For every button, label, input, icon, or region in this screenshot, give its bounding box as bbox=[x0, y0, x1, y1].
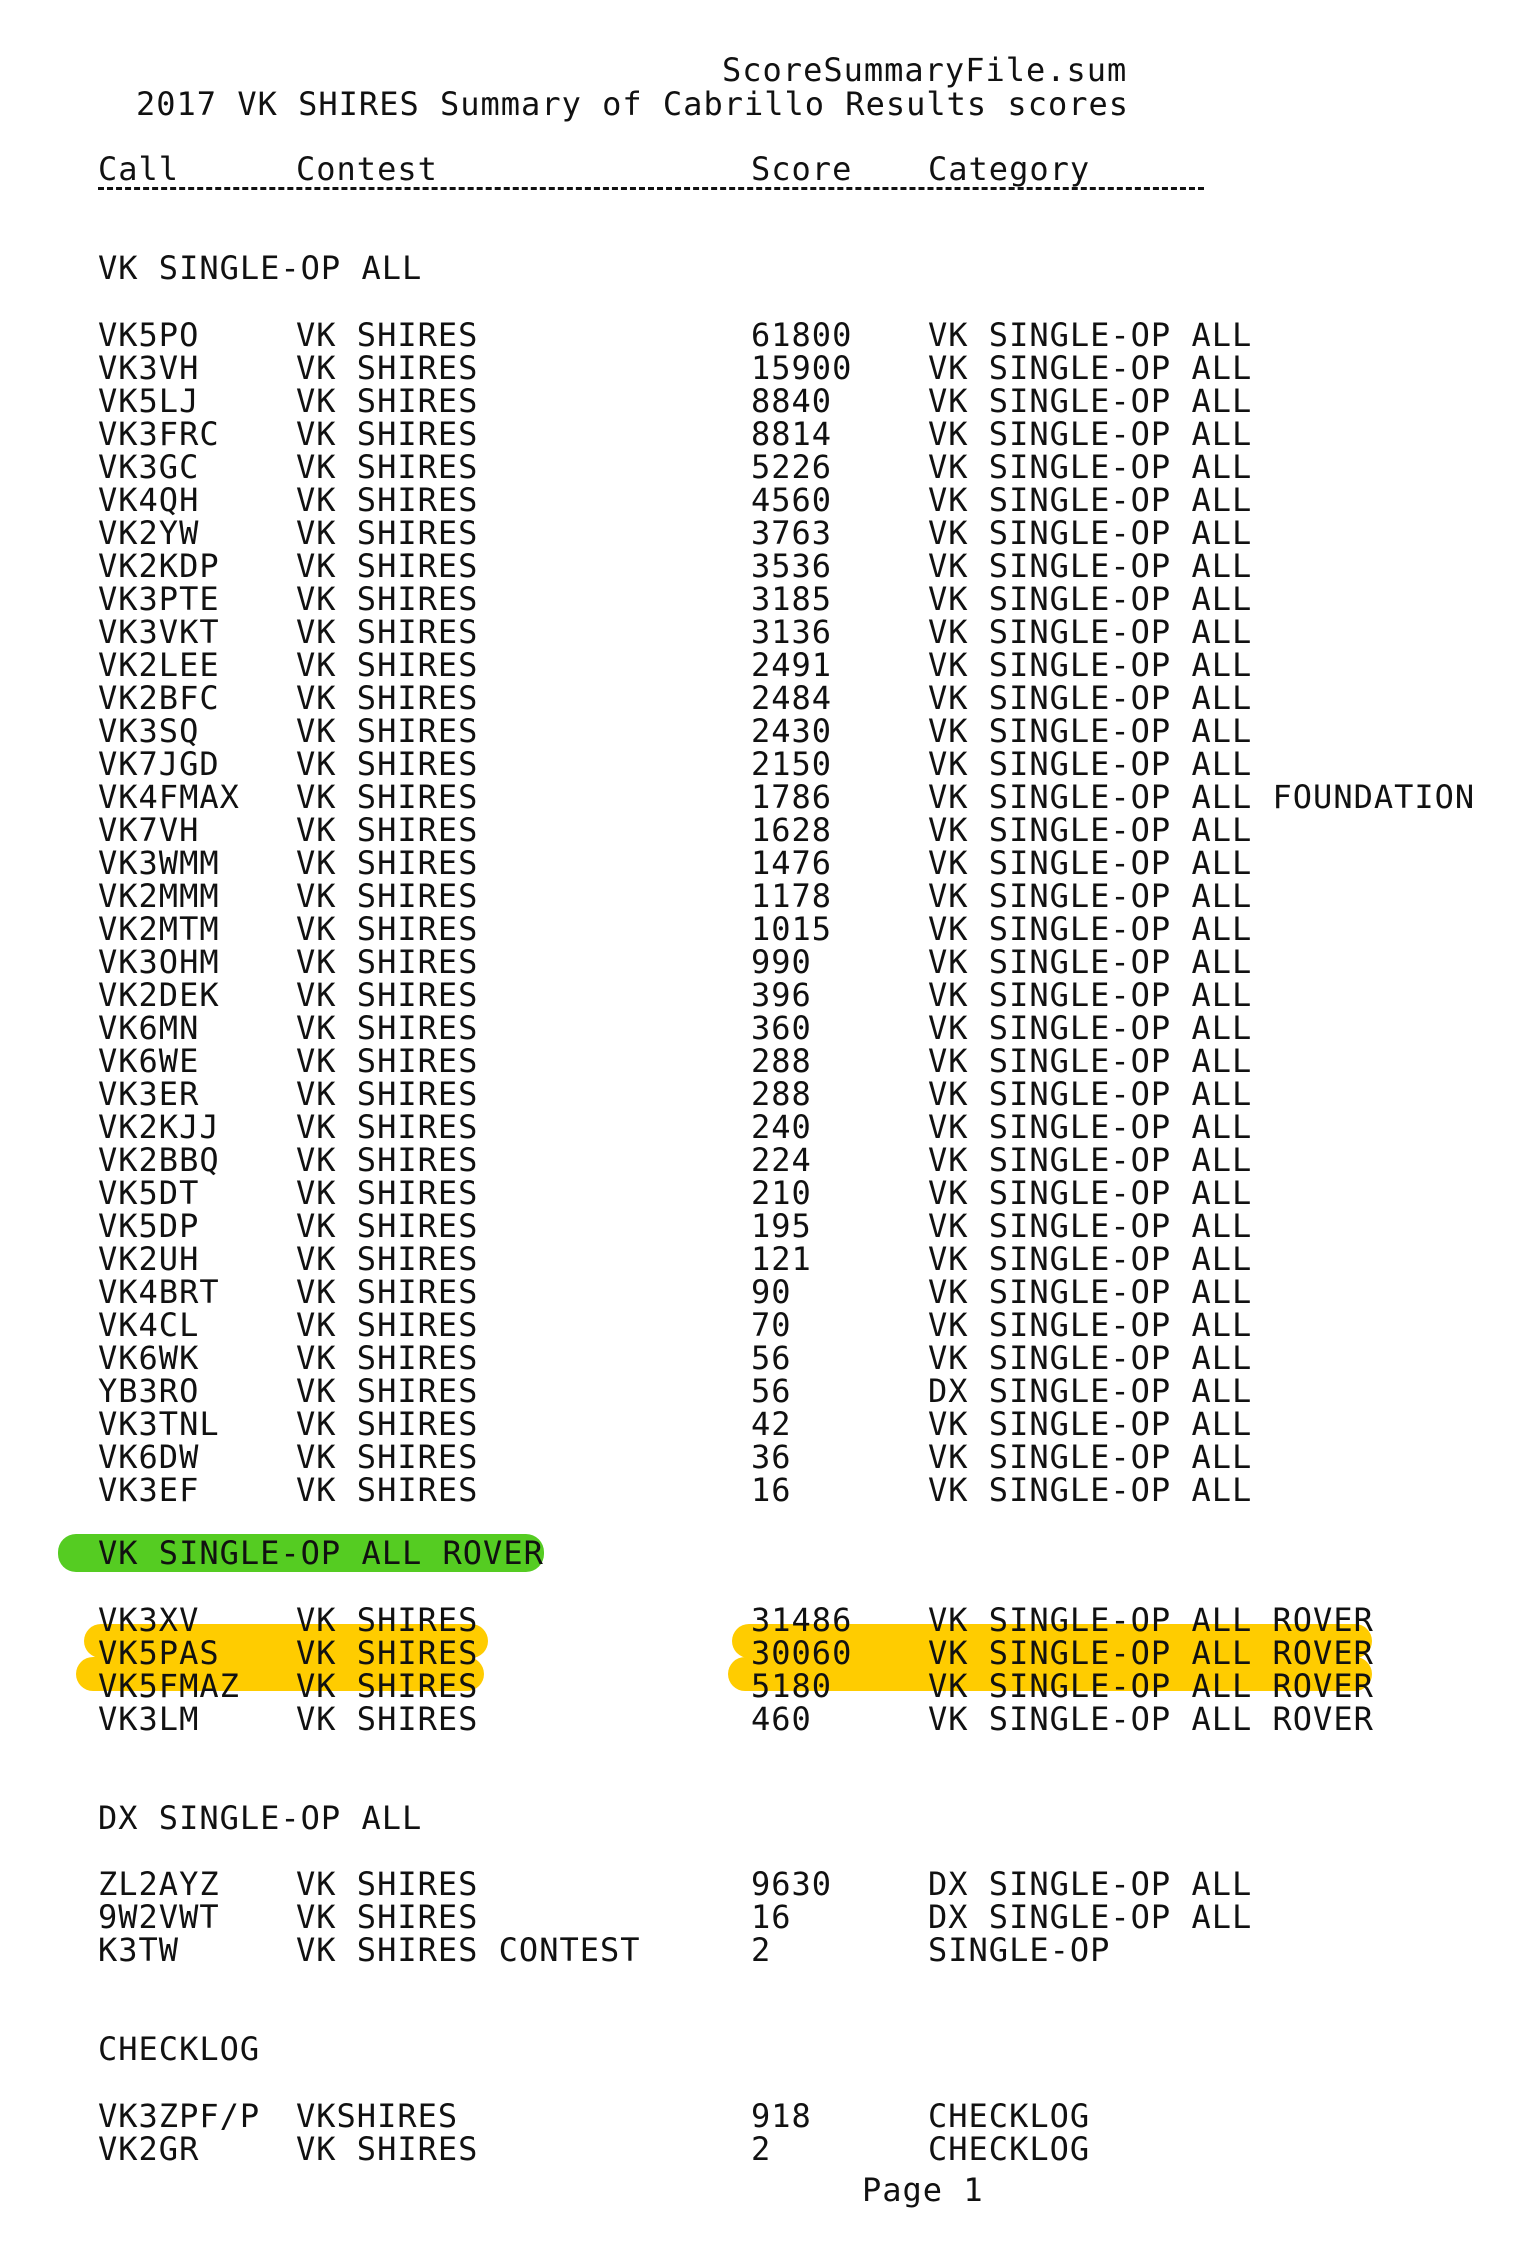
category-value: VK SINGLE-OP ALL bbox=[928, 514, 1253, 552]
contest-name: VK SHIRES bbox=[296, 1471, 479, 1509]
call-sign: VK5DT bbox=[98, 1174, 200, 1212]
call-sign: VK5PO bbox=[98, 316, 200, 354]
category-value: VK SINGLE-OP ALL bbox=[928, 1438, 1253, 1476]
score-value: 2 bbox=[751, 1931, 772, 1969]
call-sign: VK2UH bbox=[98, 1240, 200, 1278]
call-sign: VK5PAS bbox=[98, 1634, 220, 1672]
call-sign: VK3WMM bbox=[98, 844, 220, 882]
score-value: 56 bbox=[751, 1339, 792, 1377]
header-category: Category bbox=[928, 150, 1091, 188]
call-sign: VK5DP bbox=[98, 1207, 200, 1245]
score-value: 1786 bbox=[751, 778, 833, 816]
call-sign: VK6MN bbox=[98, 1009, 200, 1047]
call-sign: VK3VH bbox=[98, 349, 200, 387]
contest-name: VK SHIRES bbox=[296, 679, 479, 717]
contest-name: VK SHIRES bbox=[296, 1273, 479, 1311]
contest-name: VK SHIRES bbox=[296, 316, 479, 354]
score-value: 31486 bbox=[751, 1601, 853, 1639]
category-value: VK SINGLE-OP ALL bbox=[928, 580, 1253, 618]
contest-name: VK SHIRES bbox=[296, 1042, 479, 1080]
call-sign: VK3LM bbox=[98, 1700, 200, 1738]
section-heading: CHECKLOG bbox=[98, 2030, 261, 2068]
category-value: VK SINGLE-OP ALL bbox=[928, 481, 1253, 519]
category-value: VK SINGLE-OP ALL bbox=[928, 811, 1253, 849]
contest-name: VK SHIRES bbox=[296, 1634, 479, 1672]
score-value: 2 bbox=[751, 2130, 772, 2168]
call-sign: VK3FRC bbox=[98, 415, 220, 453]
category-value: VK SINGLE-OP ALL bbox=[928, 448, 1253, 486]
contest-name: VK SHIRES bbox=[296, 646, 479, 684]
page-number: Page 1 bbox=[862, 2171, 984, 2209]
score-value: 90 bbox=[751, 1273, 792, 1311]
call-sign: VK4BRT bbox=[98, 1273, 220, 1311]
category-value: VK SINGLE-OP ALL bbox=[928, 382, 1253, 420]
category-value: VK SINGLE-OP ALL bbox=[928, 943, 1253, 981]
score-value: 42 bbox=[751, 1405, 792, 1443]
category-value: VK SINGLE-OP ALL bbox=[928, 1339, 1253, 1377]
call-sign: VK4QH bbox=[98, 481, 200, 519]
contest-name: VK SHIRES bbox=[296, 1601, 479, 1639]
call-sign: VK2YW bbox=[98, 514, 200, 552]
call-sign: VK3PTE bbox=[98, 580, 220, 618]
score-value: 240 bbox=[751, 1108, 812, 1146]
contest-name: VK SHIRES bbox=[296, 1865, 479, 1903]
call-sign: VK5LJ bbox=[98, 382, 200, 420]
call-sign: VK4FMAX bbox=[98, 778, 240, 816]
contest-name: VK SHIRES bbox=[296, 1339, 479, 1377]
document-title: 2017 VK SHIRES Summary of Cabrillo Results scores bbox=[136, 85, 1130, 123]
score-value: 3763 bbox=[751, 514, 833, 552]
category-value: VK SINGLE-OP ALL bbox=[928, 415, 1253, 453]
score-value: 9630 bbox=[751, 1865, 833, 1903]
call-sign: 9W2VWT bbox=[98, 1898, 220, 1936]
call-sign: VK2MTM bbox=[98, 910, 220, 948]
score-value: 61800 bbox=[751, 316, 853, 354]
score-value: 3536 bbox=[751, 547, 833, 585]
contest-name: VK SHIRES bbox=[296, 712, 479, 750]
contest-name: VK SHIRES bbox=[296, 481, 479, 519]
category-value: VK SINGLE-OP ALL bbox=[928, 1075, 1253, 1113]
category-value: VK SINGLE-OP ALL bbox=[928, 712, 1253, 750]
score-value: 1476 bbox=[751, 844, 833, 882]
score-value: 2491 bbox=[751, 646, 833, 684]
call-sign: VK3GC bbox=[98, 448, 200, 486]
score-value: 5180 bbox=[751, 1667, 833, 1705]
section-heading: DX SINGLE-OP ALL bbox=[98, 1799, 423, 1837]
call-sign: VK6WK bbox=[98, 1339, 200, 1377]
score-value: 288 bbox=[751, 1075, 812, 1113]
score-value: 396 bbox=[751, 976, 812, 1014]
score-value: 15900 bbox=[751, 349, 853, 387]
contest-name: VK SHIRES bbox=[296, 1174, 479, 1212]
category-value: SINGLE-OP bbox=[928, 1931, 1111, 1969]
call-sign: VK6WE bbox=[98, 1042, 200, 1080]
contest-name: VK SHIRES bbox=[296, 778, 479, 816]
category-value: VK SINGLE-OP ALL bbox=[928, 844, 1253, 882]
category-value: VK SINGLE-OP ALL bbox=[928, 1108, 1253, 1146]
call-sign: VK2BFC bbox=[98, 679, 220, 717]
section-heading: VK SINGLE-OP ALL ROVER bbox=[98, 1534, 544, 1572]
category-value: CHECKLOG bbox=[928, 2130, 1091, 2168]
call-sign: YB3RO bbox=[98, 1372, 200, 1410]
contest-name: VK SHIRES bbox=[296, 514, 479, 552]
category-value: VK SINGLE-OP ALL bbox=[928, 547, 1253, 585]
contest-name: VK SHIRES bbox=[296, 811, 479, 849]
contest-name: VK SHIRES bbox=[296, 613, 479, 651]
score-value: 36 bbox=[751, 1438, 792, 1476]
contest-name: VK SHIRES bbox=[296, 910, 479, 948]
score-value: 1178 bbox=[751, 877, 833, 915]
contest-name: VK SHIRES bbox=[296, 1240, 479, 1278]
category-value: VK SINGLE-OP ALL bbox=[928, 745, 1253, 783]
score-value: 2150 bbox=[751, 745, 833, 783]
call-sign: VK2KDP bbox=[98, 547, 220, 585]
call-sign: VK4CL bbox=[98, 1306, 200, 1344]
contest-name: VK SHIRES bbox=[296, 745, 479, 783]
call-sign: VK2MMM bbox=[98, 877, 220, 915]
call-sign: VK3XV bbox=[98, 1601, 200, 1639]
score-value: 70 bbox=[751, 1306, 792, 1344]
category-value: VK SINGLE-OP ALL FOUNDATION bbox=[928, 778, 1476, 816]
category-value: VK SINGLE-OP ALL bbox=[928, 316, 1253, 354]
score-value: 5226 bbox=[751, 448, 833, 486]
call-sign: VK3ZPF/P bbox=[98, 2097, 261, 2135]
contest-name: VK SHIRES bbox=[296, 1108, 479, 1146]
header-contest: Contest bbox=[296, 150, 438, 188]
score-value: 460 bbox=[751, 1700, 812, 1738]
contest-name: VK SHIRES bbox=[296, 1438, 479, 1476]
call-sign: VK3VKT bbox=[98, 613, 220, 651]
contest-name: VK SHIRES bbox=[296, 976, 479, 1014]
category-value: VK SINGLE-OP ALL bbox=[928, 1240, 1253, 1278]
score-value: 224 bbox=[751, 1141, 812, 1179]
call-sign: VK3ER bbox=[98, 1075, 200, 1113]
call-sign: VK2BBQ bbox=[98, 1141, 220, 1179]
contest-name: VK SHIRES bbox=[296, 415, 479, 453]
call-sign: VK2LEE bbox=[98, 646, 220, 684]
score-value: 16 bbox=[751, 1471, 792, 1509]
contest-name: VK SHIRES bbox=[296, 1075, 479, 1113]
contest-name: VKSHIRES bbox=[296, 2097, 459, 2135]
header-call: Call bbox=[98, 150, 180, 188]
category-value: VK SINGLE-OP ALL ROVER bbox=[928, 1601, 1374, 1639]
category-value: DX SINGLE-OP ALL bbox=[928, 1865, 1253, 1903]
contest-name: VK SHIRES bbox=[296, 547, 479, 585]
category-value: VK SINGLE-OP ALL bbox=[928, 1273, 1253, 1311]
category-value: VK SINGLE-OP ALL bbox=[928, 613, 1253, 651]
call-sign: VK6DW bbox=[98, 1438, 200, 1476]
score-value: 360 bbox=[751, 1009, 812, 1047]
category-value: VK SINGLE-OP ALL bbox=[928, 1174, 1253, 1212]
score-value: 1015 bbox=[751, 910, 833, 948]
call-sign: VK3OHM bbox=[98, 943, 220, 981]
contest-name: VK SHIRES bbox=[296, 349, 479, 387]
contest-name: VK SHIRES bbox=[296, 1372, 479, 1410]
category-value: VK SINGLE-OP ALL bbox=[928, 1471, 1253, 1509]
category-value: VK SINGLE-OP ALL bbox=[928, 349, 1253, 387]
category-value: VK SINGLE-OP ALL bbox=[928, 1042, 1253, 1080]
contest-name: VK SHIRES bbox=[296, 1898, 479, 1936]
score-value: 16 bbox=[751, 1898, 792, 1936]
contest-name: VK SHIRES bbox=[296, 580, 479, 618]
score-value: 56 bbox=[751, 1372, 792, 1410]
score-value: 210 bbox=[751, 1174, 812, 1212]
score-value: 4560 bbox=[751, 481, 833, 519]
contest-name: VK SHIRES bbox=[296, 844, 479, 882]
call-sign: ZL2AYZ bbox=[98, 1865, 220, 1903]
call-sign: VK2DEK bbox=[98, 976, 220, 1014]
call-sign: VK3TNL bbox=[98, 1405, 220, 1443]
score-value: 3185 bbox=[751, 580, 833, 618]
category-value: VK SINGLE-OP ALL bbox=[928, 1405, 1253, 1443]
category-value: VK SINGLE-OP ALL bbox=[928, 976, 1253, 1014]
header-divider bbox=[98, 187, 1204, 190]
call-sign: K3TW bbox=[98, 1931, 180, 1969]
contest-name: VK SHIRES bbox=[296, 943, 479, 981]
category-value: VK SINGLE-OP ALL bbox=[928, 877, 1253, 915]
category-value: VK SINGLE-OP ALL bbox=[928, 679, 1253, 717]
call-sign: VK3EF bbox=[98, 1471, 200, 1509]
contest-name: VK SHIRES bbox=[296, 2130, 479, 2168]
score-value: 990 bbox=[751, 943, 812, 981]
category-value: VK SINGLE-OP ALL ROVER bbox=[928, 1634, 1374, 1672]
score-value: 1628 bbox=[751, 811, 833, 849]
category-value: CHECKLOG bbox=[928, 2097, 1091, 2135]
category-value: VK SINGLE-OP ALL bbox=[928, 646, 1253, 684]
header-score: Score bbox=[751, 150, 853, 188]
contest-name: VK SHIRES bbox=[296, 1667, 479, 1705]
contest-name: VK SHIRES bbox=[296, 1009, 479, 1047]
category-value: VK SINGLE-OP ALL bbox=[928, 1141, 1253, 1179]
call-sign: VK2GR bbox=[98, 2130, 200, 2168]
category-value: VK SINGLE-OP ALL ROVER bbox=[928, 1700, 1374, 1738]
contest-name: VK SHIRES bbox=[296, 1207, 479, 1245]
score-value: 8840 bbox=[751, 382, 833, 420]
category-value: VK SINGLE-OP ALL bbox=[928, 910, 1253, 948]
score-value: 121 bbox=[751, 1240, 812, 1278]
contest-name: VK SHIRES bbox=[296, 1405, 479, 1443]
file-name: ScoreSummaryFile.sum bbox=[722, 51, 1128, 89]
score-value: 918 bbox=[751, 2097, 812, 2135]
score-value: 30060 bbox=[751, 1634, 853, 1672]
call-sign: VK7VH bbox=[98, 811, 200, 849]
contest-name: VK SHIRES bbox=[296, 382, 479, 420]
category-value: DX SINGLE-OP ALL bbox=[928, 1898, 1253, 1936]
score-value: 288 bbox=[751, 1042, 812, 1080]
contest-name: VK SHIRES bbox=[296, 448, 479, 486]
contest-name: VK SHIRES bbox=[296, 1141, 479, 1179]
score-value: 195 bbox=[751, 1207, 812, 1245]
category-value: VK SINGLE-OP ALL ROVER bbox=[928, 1667, 1374, 1705]
call-sign: VK2KJJ bbox=[98, 1108, 220, 1146]
contest-name: VK SHIRES CONTEST bbox=[296, 1931, 641, 1969]
call-sign: VK7JGD bbox=[98, 745, 220, 783]
score-value: 8814 bbox=[751, 415, 833, 453]
category-value: VK SINGLE-OP ALL bbox=[928, 1009, 1253, 1047]
score-value: 2484 bbox=[751, 679, 833, 717]
contest-name: VK SHIRES bbox=[296, 1306, 479, 1344]
contest-name: VK SHIRES bbox=[296, 877, 479, 915]
section-heading: VK SINGLE-OP ALL bbox=[98, 249, 423, 287]
category-value: VK SINGLE-OP ALL bbox=[928, 1207, 1253, 1245]
call-sign: VK3SQ bbox=[98, 712, 200, 750]
score-value: 2430 bbox=[751, 712, 833, 750]
call-sign: VK5FMAZ bbox=[98, 1667, 240, 1705]
category-value: DX SINGLE-OP ALL bbox=[928, 1372, 1253, 1410]
score-value: 3136 bbox=[751, 613, 833, 651]
contest-name: VK SHIRES bbox=[296, 1700, 479, 1738]
category-value: VK SINGLE-OP ALL bbox=[928, 1306, 1253, 1344]
